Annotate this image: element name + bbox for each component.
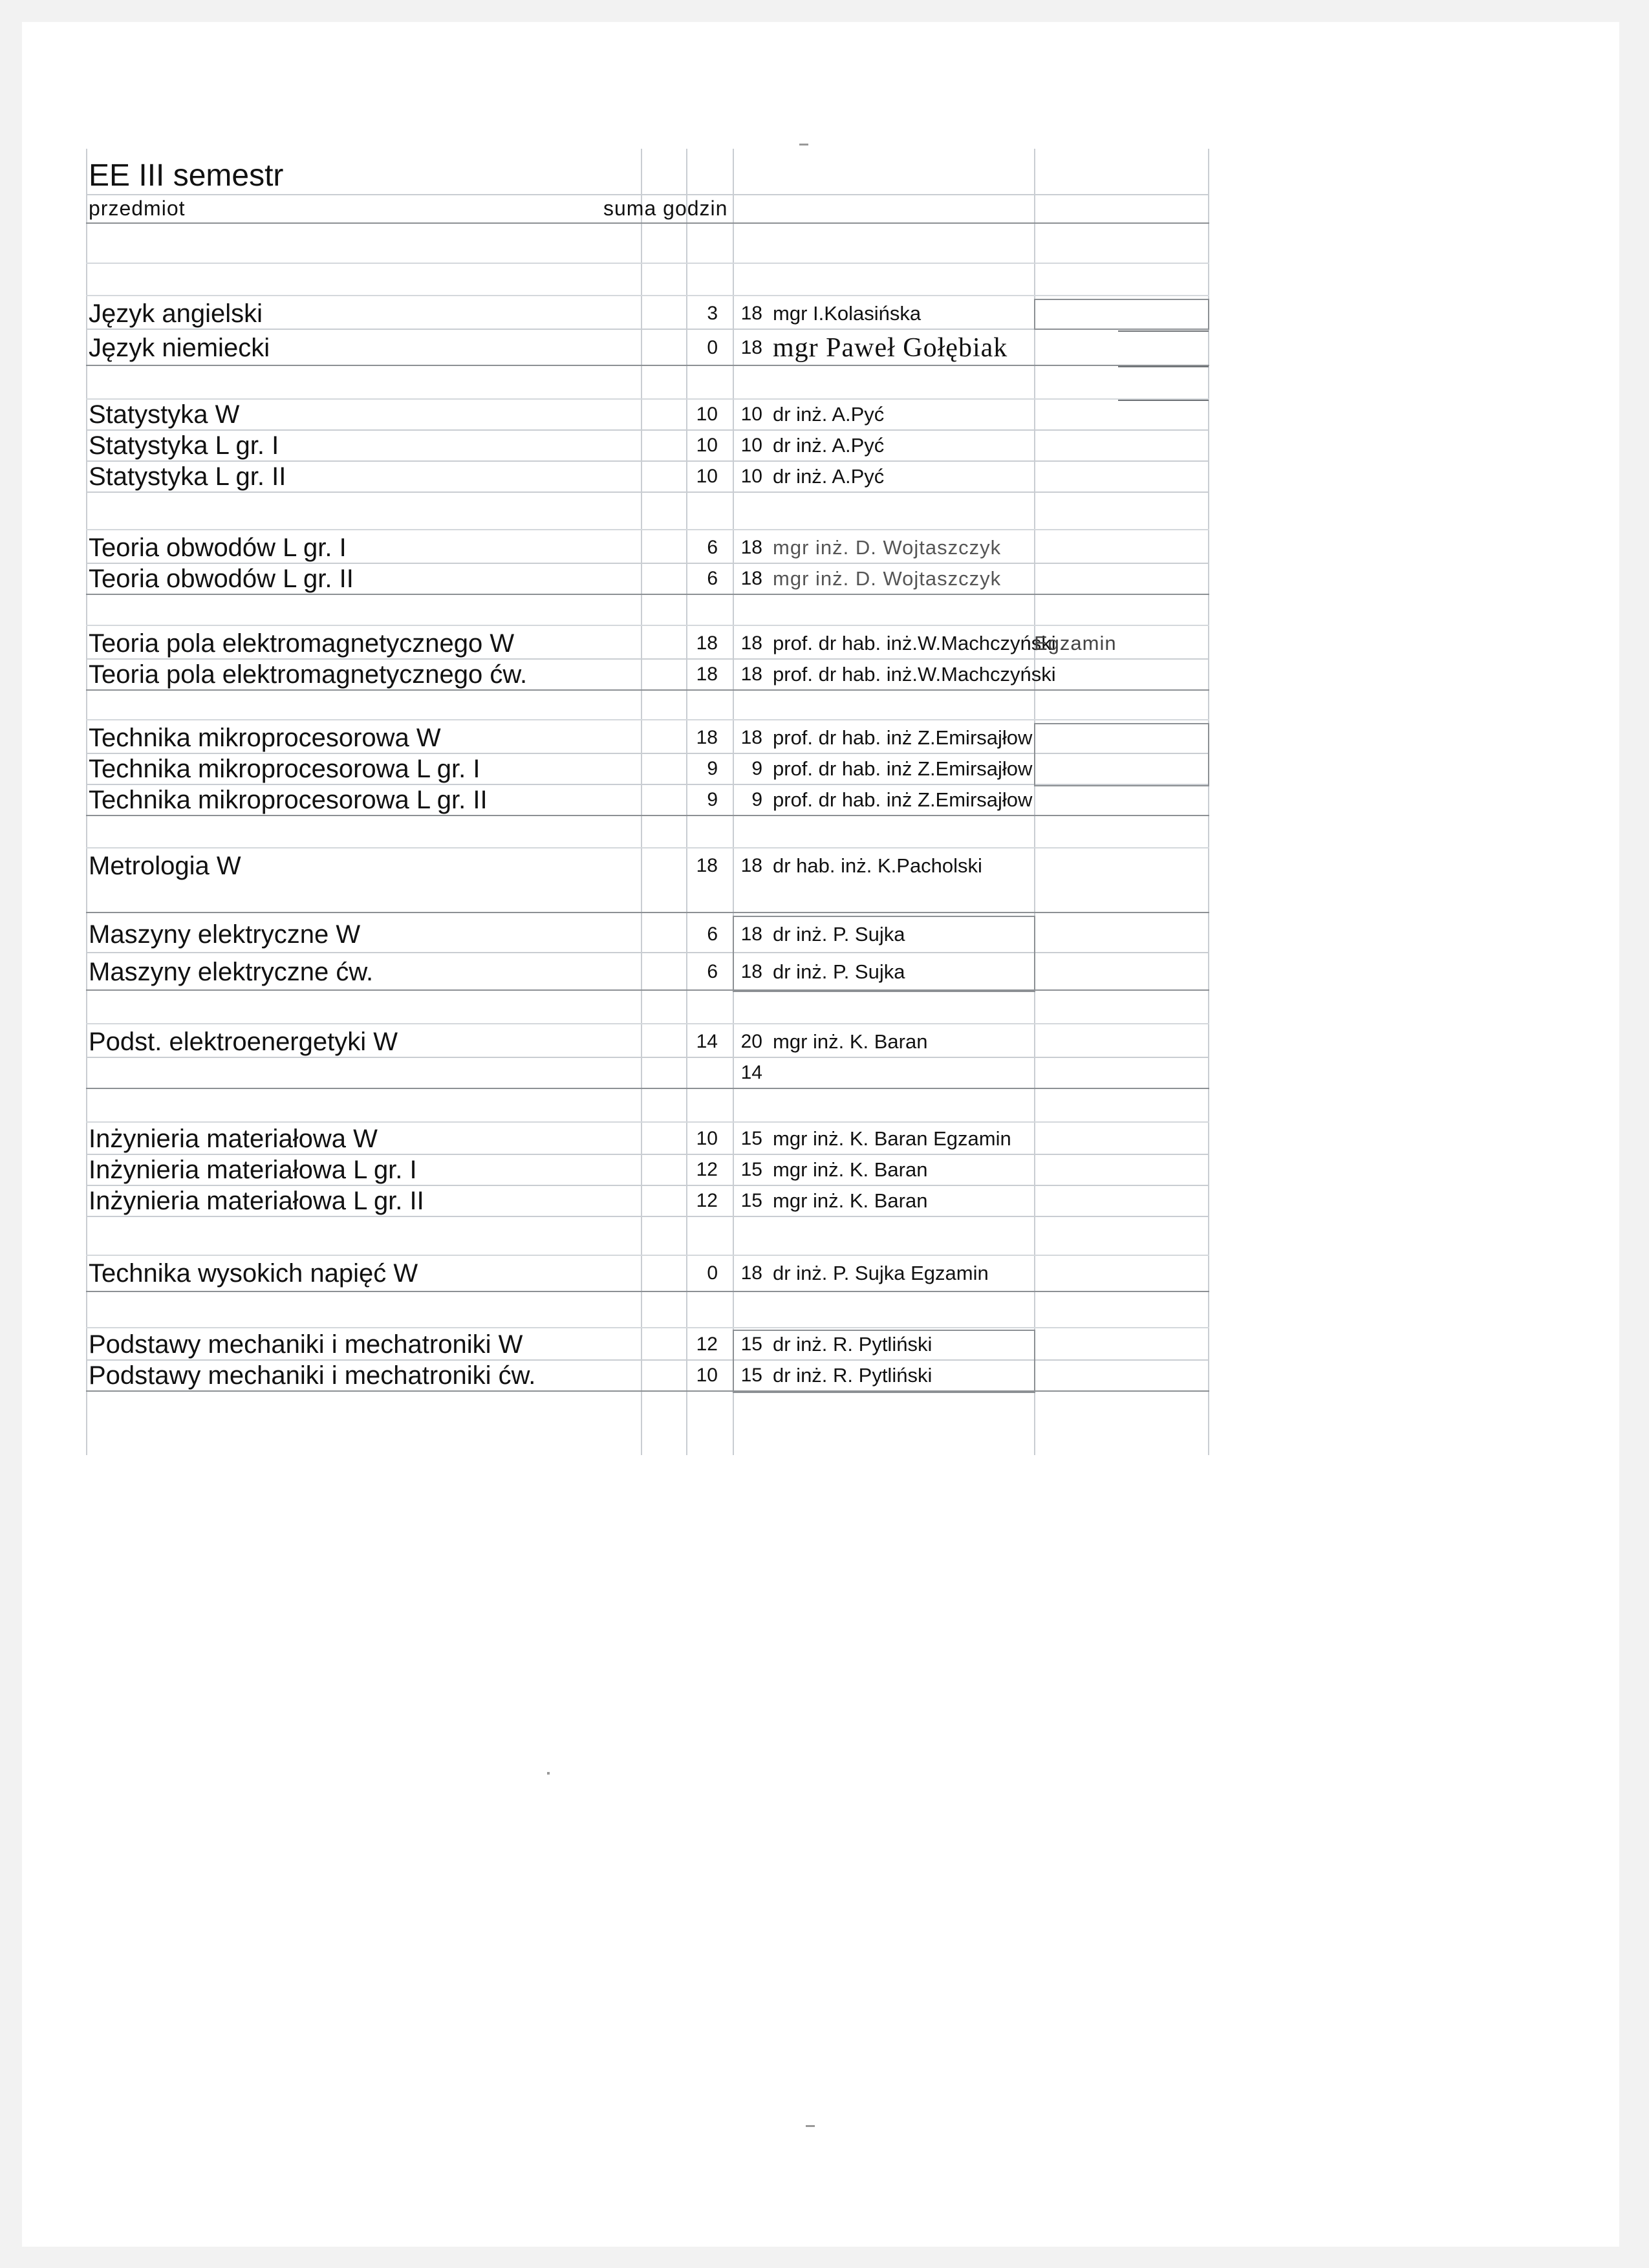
teacher-cell: dr inż. A.Pyć xyxy=(773,434,885,457)
spacer-row xyxy=(86,366,1209,400)
subject-cell xyxy=(89,1058,619,1088)
table-row xyxy=(86,1058,1209,1089)
exam-cell: Egzamin xyxy=(1034,632,1117,654)
spacer-row xyxy=(86,816,1209,848)
hours-cell: 0 xyxy=(707,1262,718,1284)
subject-cell: Statystyka W xyxy=(89,400,240,429)
hours-cell: 9 xyxy=(751,758,762,779)
hours-cell: 18 xyxy=(696,727,718,748)
subject-cell: Teoria obwodów L gr. II xyxy=(89,565,354,593)
spacer-row xyxy=(86,1292,1209,1328)
scan-speck xyxy=(806,2125,815,2127)
spacer-row xyxy=(86,224,1209,264)
table-row xyxy=(86,564,1209,595)
teacher-cell: prof. dr hab. inż Z.Emirsajłow xyxy=(773,788,1033,811)
teacher-cell: mgr inż. K. Baran xyxy=(773,1158,928,1181)
subject-cell: Podstawy mechaniki i mechatroniki ćw. xyxy=(89,1361,536,1390)
teacher-cell: dr inż. R. Pytliński xyxy=(773,1364,932,1387)
teacher-cell: mgr inż. K. Baran xyxy=(773,1030,928,1053)
hours-cell: 18 xyxy=(740,664,762,685)
hours-cell: 9 xyxy=(707,758,718,779)
teacher-cell: prof. dr hab. inż.W.Machczyński xyxy=(773,632,1056,654)
hours-cell: 18 xyxy=(740,727,762,748)
teacher-cell: mgr inż. D. Wojtaszczyk xyxy=(773,536,1002,559)
underline-mark xyxy=(1118,366,1209,367)
cell-outline xyxy=(1034,723,1209,786)
subject-cell: Statystyka L gr. II xyxy=(89,462,286,491)
hours-cell: 20 xyxy=(740,1031,762,1052)
teacher-cell: dr inż. A.Pyć xyxy=(773,465,885,488)
hours-cell: 18 xyxy=(740,303,762,324)
hours-cell: 15 xyxy=(740,1365,762,1386)
subject-cell: Maszyny elektryczne W xyxy=(89,920,361,949)
subject-cell: Inżynieria materiałowa L gr. I xyxy=(89,1156,417,1184)
cell-outline xyxy=(1034,299,1209,330)
teacher-cell: dr hab. inż. K.Pacholski xyxy=(773,854,982,877)
table-row xyxy=(86,848,1209,913)
scan-speck xyxy=(547,1772,550,1775)
hours-cell: 15 xyxy=(740,1190,762,1211)
scan-speck xyxy=(799,144,808,146)
hours-cell: 12 xyxy=(696,1159,718,1180)
table-row xyxy=(86,1258,1209,1292)
hours-cell: 12 xyxy=(696,1190,718,1211)
table-row xyxy=(86,1027,1209,1058)
hours-cell: 18 xyxy=(740,632,762,654)
hours-cell: 18 xyxy=(740,537,762,558)
teacher-cell: prof. dr hab. inż Z.Emirsajłow xyxy=(773,757,1033,780)
hours-cell: 18 xyxy=(696,664,718,685)
spacer-row xyxy=(86,1089,1209,1123)
table-row xyxy=(86,629,1209,660)
hours-cell: 9 xyxy=(707,789,718,810)
subject-cell: Teoria pola elektromagnetycznego ćw. xyxy=(89,660,528,689)
header-subject: przedmiot xyxy=(89,197,186,220)
hours-cell: 18 xyxy=(740,855,762,876)
spacer-row xyxy=(86,493,1209,530)
hours-cell: 14 xyxy=(740,1062,762,1083)
cell-outline xyxy=(733,1330,1035,1393)
underline-mark xyxy=(1118,330,1209,332)
subject-cell: Maszyny elektryczne ćw. xyxy=(89,958,374,986)
subject-cell: Język angielski xyxy=(89,299,263,328)
spacer-row xyxy=(86,991,1209,1024)
table-row xyxy=(86,400,1209,431)
underline-mark xyxy=(1118,400,1209,401)
subject-cell: Podst. elektroenergetyki W xyxy=(89,1028,398,1056)
spacer-row xyxy=(86,264,1209,296)
hours-cell: 10 xyxy=(696,1365,718,1386)
subject-cell: Podstawy mechaniki i mechatroniki W xyxy=(89,1330,523,1359)
subject-cell: Technika mikroprocesorowa L gr. I xyxy=(89,755,480,783)
subject-cell: Język niemiecki xyxy=(89,334,270,362)
hours-cell: 10 xyxy=(696,1128,718,1149)
teacher-cell: mgr I.Kolasińska xyxy=(773,302,921,325)
teacher-cell: prof. dr hab. inż Z.Emirsajłow xyxy=(773,726,1033,749)
hours-cell: 10 xyxy=(696,404,718,425)
hours-cell: 10 xyxy=(740,404,762,425)
hours-cell: 18 xyxy=(740,568,762,589)
hours-cell: 18 xyxy=(740,961,762,982)
hours-cell xyxy=(623,1058,723,1088)
hours-cell: 14 xyxy=(696,1031,718,1052)
teacher-cell: mgr Paweł Gołębiak xyxy=(773,333,1008,363)
subject-cell: Technika mikroprocesorowa W xyxy=(89,724,441,752)
subject-cell: Inżynieria materiałowa L gr. II xyxy=(89,1187,424,1215)
table-row xyxy=(86,462,1209,493)
teacher-cell: dr inż. P. Sujka xyxy=(773,960,905,983)
table-row xyxy=(86,330,1209,366)
table-row xyxy=(86,1186,1209,1217)
teacher-cell: dr inż. R. Pytliński xyxy=(773,1333,932,1355)
hours-cell: 15 xyxy=(740,1159,762,1180)
table-row xyxy=(86,916,1209,953)
hours-cell: 10 xyxy=(740,435,762,456)
teacher-cell: dr inż. A.Pyć xyxy=(773,403,885,426)
table-row xyxy=(86,953,1209,991)
title-row xyxy=(86,149,1209,195)
spacer-row xyxy=(86,1217,1209,1256)
hours-cell: 18 xyxy=(740,1262,762,1284)
hours-cell: 12 xyxy=(696,1334,718,1355)
header-hours: suma godzin xyxy=(603,197,728,220)
subject-cell: Teoria obwodów L gr. I xyxy=(89,534,347,562)
table-row xyxy=(86,431,1209,462)
hours-cell: 18 xyxy=(696,855,718,876)
teacher-cell: dr inż. P. Sujka Egzamin xyxy=(773,1262,989,1284)
hours-cell: 10 xyxy=(740,466,762,487)
hours-cell: 6 xyxy=(707,568,718,589)
table-row xyxy=(86,1361,1209,1392)
table-row xyxy=(86,1124,1209,1155)
hours-cell: 0 xyxy=(707,337,718,358)
table-row xyxy=(86,660,1209,691)
subject-cell: Statystyka L gr. I xyxy=(89,431,279,460)
teacher-cell xyxy=(773,1058,1122,1088)
hours-cell: 10 xyxy=(696,435,718,456)
hours-cell: 15 xyxy=(740,1334,762,1355)
spacer-row xyxy=(86,595,1209,626)
hours-cell: 6 xyxy=(707,961,718,982)
teacher-cell: mgr inż. K. Baran Egzamin xyxy=(773,1127,1011,1150)
hours-cell: 15 xyxy=(740,1128,762,1149)
hours-cell: 6 xyxy=(707,923,718,945)
hours-cell: 6 xyxy=(707,537,718,558)
teacher-cell: mgr inż. D. Wojtaszczyk xyxy=(773,567,1002,590)
page-title: EE III semestr xyxy=(89,158,284,193)
hours-cell: 9 xyxy=(751,789,762,810)
hours-cell: 3 xyxy=(707,303,718,324)
subject-cell: Teoria pola elektromagnetycznego W xyxy=(89,629,515,658)
subject-cell: Technika wysokich napięć W xyxy=(89,1259,418,1288)
table-row xyxy=(86,785,1209,816)
teacher-cell: dr inż. P. Sujka xyxy=(773,923,905,945)
hours-cell: 18 xyxy=(740,337,762,358)
subject-cell: Metrologia W xyxy=(89,852,241,880)
hours-cell: 10 xyxy=(696,466,718,487)
spacer-row xyxy=(86,691,1209,720)
subject-cell: Technika mikroprocesorowa L gr. II xyxy=(89,786,488,814)
hours-cell: 18 xyxy=(696,632,718,654)
cell-outline xyxy=(733,916,1035,992)
teacher-cell: prof. dr hab. inż.W.Machczyński xyxy=(773,663,1056,686)
table-row xyxy=(86,1155,1209,1186)
teacher-cell: mgr inż. K. Baran xyxy=(773,1189,928,1212)
table-row xyxy=(86,1330,1209,1361)
hours-cell: 18 xyxy=(740,923,762,945)
table-row xyxy=(86,533,1209,564)
header-row xyxy=(86,195,1209,224)
subject-cell: Inżynieria materiałowa W xyxy=(89,1125,378,1153)
